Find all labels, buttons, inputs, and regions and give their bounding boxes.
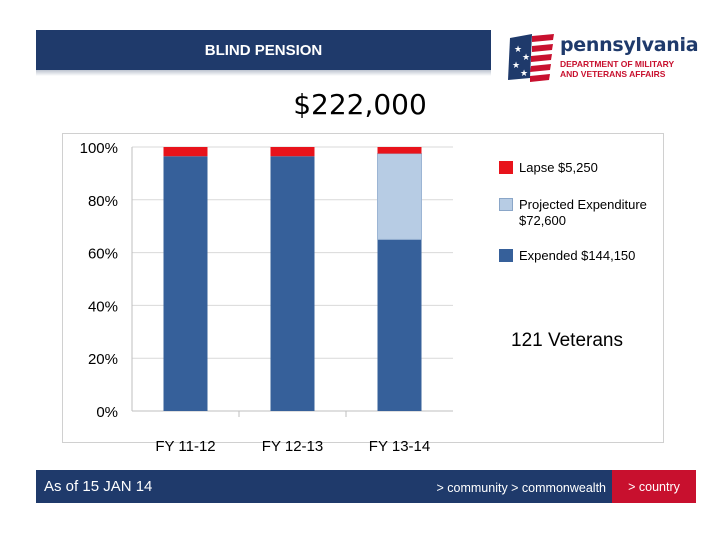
svg-text:★: ★ xyxy=(522,53,531,63)
svg-text:★: ★ xyxy=(512,61,521,71)
y-tick-label: 100% xyxy=(79,140,118,157)
veterans-count: 121 Veterans xyxy=(511,330,623,351)
svg-text:★: ★ xyxy=(520,69,529,79)
bar-segment xyxy=(164,156,208,411)
bar-segment xyxy=(271,156,315,411)
legend-label-projected: Projected Expenditure $72,600 xyxy=(519,197,647,228)
chart-area xyxy=(62,133,664,455)
logo-department: DEPARTMENT OF MILITARY AND VETERANS AFFAIRS xyxy=(560,59,674,79)
x-tick-label: FY 12-13 xyxy=(261,438,324,455)
stacked-bar-chart xyxy=(63,134,665,455)
legend-swatch-projected xyxy=(499,198,513,211)
legend-expended xyxy=(499,248,669,264)
bar-segment xyxy=(378,147,422,154)
y-tick-label: 40% xyxy=(87,298,118,316)
banner-shadow xyxy=(36,70,491,76)
footer-tagline-end: > country xyxy=(628,479,680,494)
total-amount: $222,000 xyxy=(293,88,427,121)
legend-lapse xyxy=(499,160,669,176)
logo-name: pennsylvania xyxy=(560,34,699,56)
footer-country xyxy=(612,470,696,503)
svg-text:★: ★ xyxy=(514,45,523,55)
y-tick-label: 80% xyxy=(87,192,118,210)
title-banner xyxy=(36,30,491,70)
pennsylvania-dmva-logo xyxy=(500,28,699,84)
y-tick-label: 60% xyxy=(87,245,118,263)
flag-icon xyxy=(500,28,556,84)
as-of-date: As of 15 JAN 14 xyxy=(44,478,153,495)
x-tick-label: FY 11-12 xyxy=(155,438,216,455)
legend-label-expended: Expended $144,150 xyxy=(519,248,636,263)
y-tick-label: 0% xyxy=(96,404,118,421)
footer-tagline: > community > commonwealth xyxy=(436,481,606,495)
page-title: BLIND PENSION xyxy=(204,41,323,59)
bar-segment xyxy=(378,239,422,411)
legend-label-lapse: Lapse $5,250 xyxy=(519,160,598,175)
legend-projected xyxy=(499,197,669,229)
legend-swatch-lapse xyxy=(499,161,513,174)
bar-segment xyxy=(271,147,315,156)
bar-segment xyxy=(378,154,422,240)
legend-swatch-expended xyxy=(499,249,513,262)
x-tick-label: FY 13-14 xyxy=(368,438,431,455)
y-tick-label: 20% xyxy=(87,351,118,369)
footer-bar xyxy=(36,470,612,503)
bar-segment xyxy=(164,147,208,156)
